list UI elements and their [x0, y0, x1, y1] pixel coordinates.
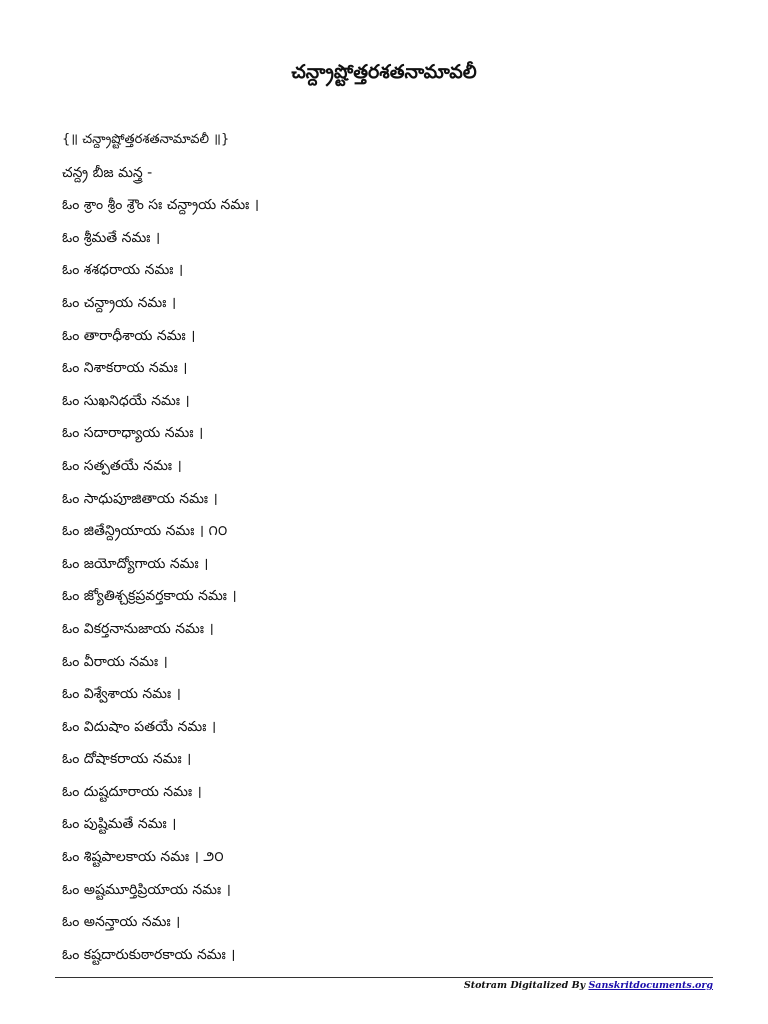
nama-line: ఓం విదుషాం పతయే నమః । — [62, 718, 217, 735]
nama-line: ఓం విశ్వేశాయ నమః । — [62, 686, 181, 703]
page-title: చన్ద్రాష్టోత్తరశతనామావలీ — [291, 61, 477, 83]
nama-line: ఓం కష్టదారుకుఠారకాయ నమః । — [62, 946, 236, 963]
nama-line: ఓం సదారాధ్యాయ నమః । — [62, 425, 204, 442]
nama-line: ఓం సాధుపూజితాయ నమః । — [62, 490, 218, 507]
nama-line: ఓం చన్ద్రాయ నమః । — [62, 294, 177, 311]
nama-line: ఓం తారాధీశాయ నమః । — [62, 327, 196, 344]
nama-line: ఓం నిశాకరాయ నమః । — [62, 360, 188, 377]
nama-line: ఓం జ్యోతిశ్చక్రప్రవర్తకాయ నమః । — [62, 588, 237, 605]
nama-line: ఓం సుఖనిధయే నమః । — [62, 392, 190, 409]
nama-line: ఓం వికర్తనానుజాయ నమః । — [62, 620, 214, 637]
footer-credit — [464, 979, 713, 993]
footer-credit-text: Stotram Digitalized By — [463, 980, 589, 991]
bija-mantra-heading: చన్ద్ర బీజ మన్త్ర - — [62, 164, 153, 181]
bija-mantra-line: ఓం శ్రాం శ్రీం శ్రౌం సః చన్ద్రాయ నమః । — [62, 197, 260, 214]
nama-line: ఓం శశధరాయ నమః । — [62, 262, 184, 279]
nama-line: ఓం సత్పతయే నమః । — [62, 457, 182, 474]
nama-line: ఓం శ్రీమతే నమః । — [62, 229, 161, 246]
sanskritdocuments-link[interactable]: Sanskritdocuments.org — [588, 980, 713, 991]
nama-line: ఓం వీరాయ నమః । — [62, 653, 168, 670]
nama-line: ఓం అష్టమూర్తిప్రియాయ నమః । — [62, 881, 231, 898]
nama-line: ఓం అనన్తాయ నమః । — [62, 914, 181, 931]
nama-line: ఓం జయోద్యోగాయ నమః । — [62, 555, 209, 572]
nama-line: ఓం దోషాకరాయ నమః । — [62, 751, 192, 768]
nama-line: ఓం శిష్టపాలకాయ నమః । ౨౦ — [62, 849, 224, 866]
nama-line: ఓం దుష్టదూరాయ నమః । — [62, 783, 202, 800]
nama-line: ఓం జితేన్ద్రియాయ నమః । ౧౦ — [62, 523, 228, 540]
footer-divider — [55, 977, 713, 978]
stotram-text — [62, 124, 722, 971]
nama-line: ఓం పుష్టిమతే నమః । — [62, 816, 177, 833]
stotram-heading-line: {॥ చన్ద్రాష్టోత్తరశతనామావలీ ॥} — [62, 132, 230, 147]
